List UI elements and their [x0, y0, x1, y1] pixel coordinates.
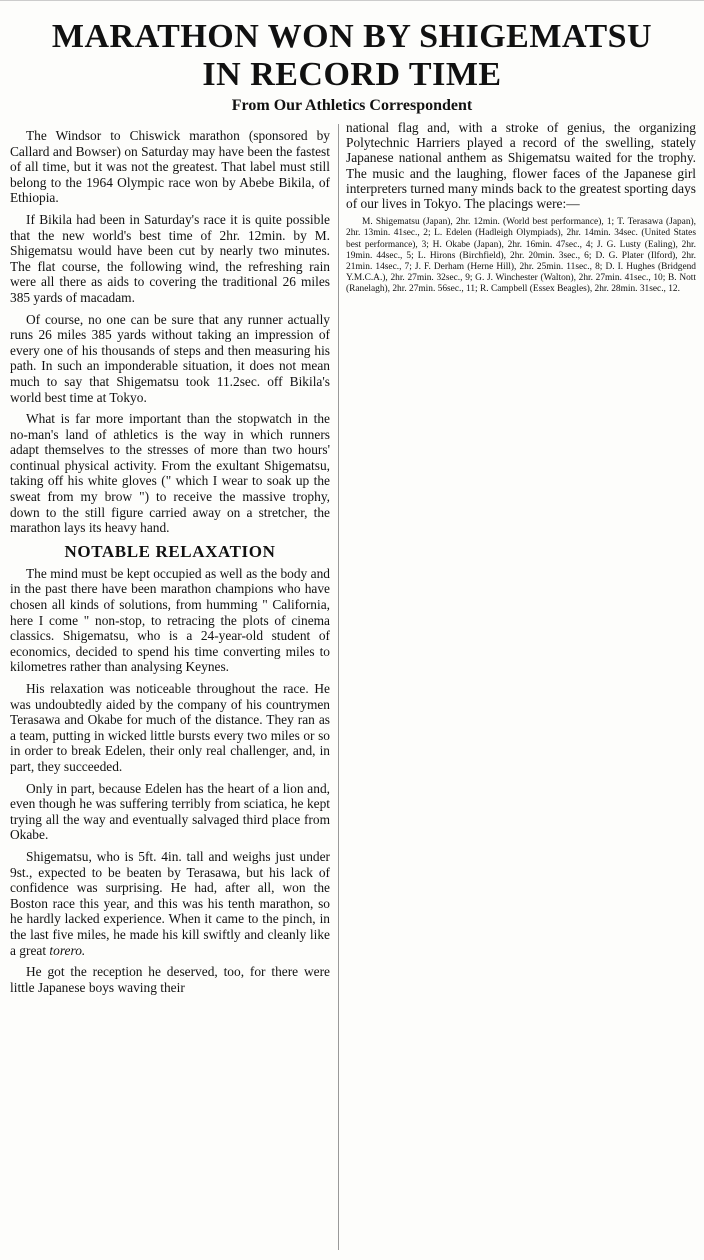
paragraph: Of course, no one can be sure that any runner actually runs 26 miles 385 yards without taking an impression of every one of his thousands of steps and then measuring his path. In such an imponderable situation, it does not mean much to say that Shigematsu took 11.2sec. off Bikila's world best time at Tokyo.: [10, 311, 330, 405]
paragraph: He got the reception he deserved, too, for there were little Japanese boys waving their: [10, 964, 330, 995]
subheading: NOTABLE RELAXATION: [64, 541, 276, 561]
byline: From Our Athletics Correspondent: [231, 97, 473, 114]
right-column: [346, 120, 696, 302]
paragraph: Only in part, because Edelen has the heart of a lion and, even though he was suffering terribly from sciatica, he kept trying all the way and eventually salvaged third place from Okabe.: [10, 780, 330, 843]
paragraph: If Bikila had been in Saturday's race it is quite possible that the new world's best time of 2hr. 12min. by M. Shigematsu would have been cut by nearly two minutes. The flat course, the following wind, the refreshing rain were all there as aids to covering the traditional 26 miles 385 yards of macadam.: [10, 211, 330, 305]
paragraph: [10, 849, 330, 958]
headline-line-1: MARATHON WON BY SHIGEMATSU: [51, 18, 653, 55]
paragraph: The Windsor to Chiswick marathon (sponsored by Callard and Bowser) on Saturday may have been the fastest of all time, but it was not the greatest. That label must still belong to the 1964 Olympic race won by Abebe Bikila, of Ethiopia.: [10, 128, 330, 206]
paragraph: The mind must be kept occupied as well as the body and in the past there have been marathon champions who have chosen all kinds of solutions, from humming " California, here I come " non-stop, to retracing the plots of cinema classics. Shigematsu, who is a 24-year-old student of economics, decided to spend his time converting miles to kilometres rather than analysing Keynes.: [10, 565, 330, 675]
italic-word: torero.: [49, 942, 86, 958]
paragraph: His relaxation was noticeable throughout the race. He was undoubtedly aided by the company of his countrymen Terasawa and Okabe for much of the distance. They ran as a team, putting in wicked little bursts every two miles or so in order to break Edelen, their only real challenger, and, in part, they succeeded.: [10, 681, 330, 774]
headline: [0, 18, 704, 94]
headline-line-2: IN RECORD TIME: [202, 56, 502, 93]
paragraph-text: Shigematsu, who is 5ft. 4in. tall and weighs just under 9st., expected to be beaten by Terasawa, but his lack of confidence was surprising. He had, after all, won the Boston race this year, and this was his tenth marathon, so he hardly lacked experience. When it came to the pinch, in the last five miles, he made his kill swiftly and cleanly like a great: [10, 848, 330, 958]
left-column: [10, 128, 330, 1001]
placings-list: M. Shigematsu (Japan), 2hr. 12min. (World best performance), 1; T. Terasawa (Japan), 2hr. 13min. 41sec., 2; L. Edelen (Hadleigh Olympiads), 2hr. 14min. 34sec. (United States best performance), 3; H. Okabe (Japan), 2hr. 16min. 47sec., 4; J. G. Lusty (Ealing), 2hr. 19min. 44sec., 5; L. Hirons (Birchfield), 2hr. 20min. 3sec., 6; D. G. Plater (Ilford), 2hr. 21min. 14sec., 7; J. F. Derham (Herne Hill), 2hr. 25min. 11sec., 8; D. I. Hughes (Bridgend Y.M.C.A.), 2hr. 27min. 32sec., 9; G. J. Winchester (Walton), 2hr. 27min. 41sec., 10; B. Nott (Ranelagh), 2hr. 27min. 56sec., 11; R. Campbell (Essex Beagles), 2hr. 28min. 31sec., 12.: [346, 217, 696, 295]
paragraph: What is far more important than the stopwatch in the no-man's land of athletics is the way in which runners adapt themselves to the stresses of more than two hours' continual physical activity. From the exultant Shigematsu, taking off his white gloves (" which I wear to soak up the sweat from my brow ") to receive the massive trophy, down to the still figure carried away on a stretcher, the marathon lays its heavy hand.: [10, 411, 330, 536]
paragraph: national flag and, with a stroke of genius, the organizing Polytechnic Harriers played a record of the swelling, stately Japanese national anthem as Shigematsu waited for the trophy. The music and the laughing, flower faces of the Japanese girl interpreters turned many minds back to the greatest sporting days of our lives in Tokyo. The placings were:—: [346, 120, 696, 212]
top-rule: [0, 0, 704, 1]
column-divider: [338, 124, 339, 1250]
